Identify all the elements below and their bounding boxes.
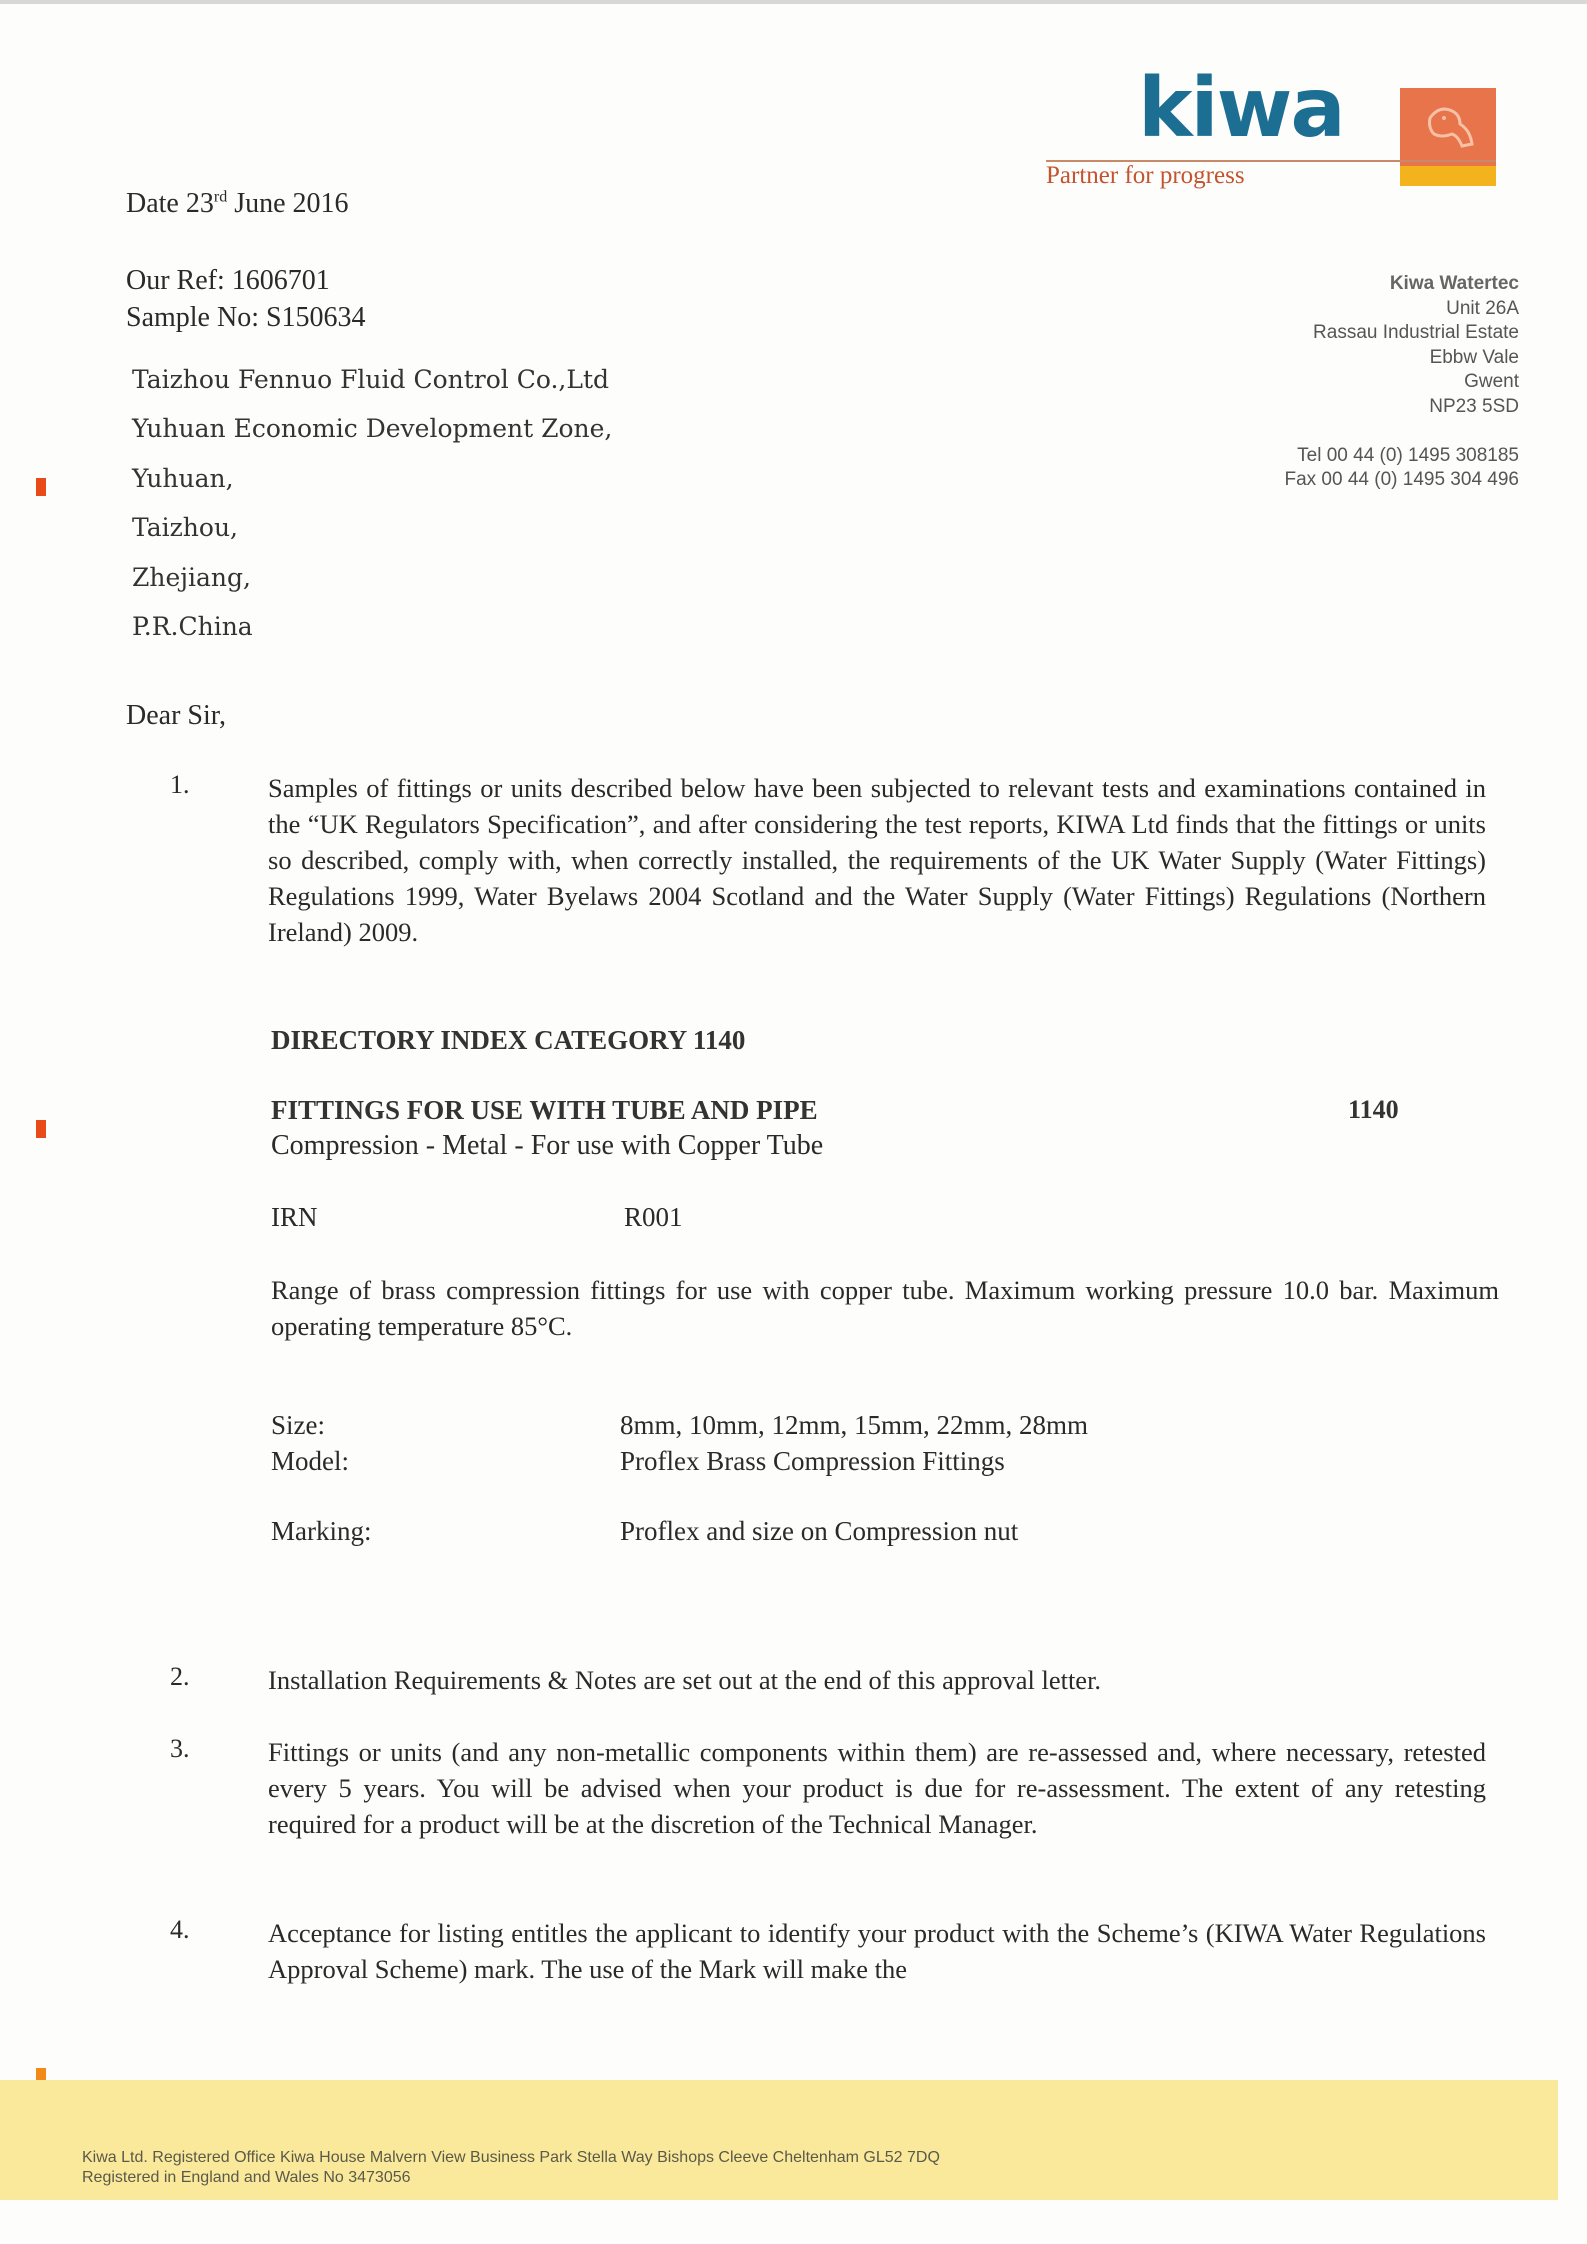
sender-contact (1284, 444, 1519, 492)
margin-mark (36, 1120, 46, 1138)
footer-line-2: Registered in England and Wales No 3473056 (82, 2169, 411, 2186)
sender-line: NP23 5SD (1429, 395, 1519, 417)
paragraph-number: 4. (170, 1915, 190, 1944)
salutation: Dear Sir, (126, 700, 226, 731)
sender-line: Ebbw Vale (1429, 346, 1519, 368)
tagline: Partner for progress (1046, 162, 1245, 189)
model-value: Proflex Brass Compression Fittings (620, 1446, 1005, 1476)
sender-line: Gwent (1464, 371, 1519, 392)
recipient-line: Yuhuan Economic Development Zone, (132, 414, 613, 444)
irn-label: IRN (271, 1202, 318, 1232)
section-heading: FITTINGS FOR USE WITH TUBE AND PIPE (271, 1095, 818, 1125)
sender-line: Rassau Industrial Estate (1313, 322, 1519, 343)
paragraph-number: 2. (170, 1662, 190, 1691)
recipient-line: Taizhou Fennuo Fluid Control Co.,Ltd (132, 365, 610, 394)
letter-date: Date 23rd June 2016 (126, 188, 349, 219)
sender-fax: Fax 00 44 (0) 1495 304 496 (1284, 469, 1519, 490)
beaver-silhouette-icon (1400, 88, 1496, 166)
section-code: 1140 (1348, 1095, 1399, 1124)
paragraph-1: Samples of fittings or units described below have been subjected to relevant tests and examinations contained in the “UK Regulators Specification”, and after considering the test reports, KIWA Ltd finds that the fittings or units so described, comply with, when correctly installed, the requirements of the UK Water Supply (Water Fittings) Regulations 1999, Water Byelaws 2004 Scotland and the Water Supply (Water Fittings) Regulations (Northern Ireland) 2009. (268, 773, 1486, 947)
logo-yellow-band (1400, 166, 1496, 186)
paragraph-3: Fittings or units (and any non-metallic components within them) are re-assessed and, where necessary, retested every 5 years. You will be advised when your product is due for re-assessment. The extent of any retesting required for a product will be at the discretion of the Technical Manager. (268, 1737, 1486, 1839)
our-ref: Our Ref: 1606701 (126, 265, 330, 296)
sample-no: Sample No: S150634 (126, 302, 366, 333)
kiwa-logo-text: kiwa (1138, 61, 1344, 156)
paragraph-2: Installation Requirements & Notes are set out at the end of this approval letter. (268, 1665, 1102, 1695)
sender-tel: Tel 00 44 (0) 1495 308185 (1297, 445, 1519, 466)
recipient-address (132, 355, 612, 651)
paragraph-4: Acceptance for listing entitles the applicant to identify your product with the Scheme’s (KIWA Water Regulations Approval Scheme) mark. The use of the Mark will make the (268, 1918, 1486, 1984)
sender-line: Unit 26A (1446, 297, 1519, 319)
recipient-line: Taizhou, (132, 513, 239, 543)
sender-address (1313, 272, 1519, 419)
directory-heading: DIRECTORY INDEX CATEGORY 1140 (271, 1025, 746, 1055)
recipient-line: Yuhuan, (132, 463, 234, 493)
marking-value: Proflex and size on Compression nut (620, 1516, 1019, 1546)
recipient-line: P.R.China (132, 612, 253, 642)
margin-mark (36, 478, 46, 496)
reference-block (126, 262, 366, 336)
size-value: 8mm, 10mm, 12mm, 15mm, 22mm, 28mm (620, 1410, 1089, 1440)
paragraph-number: 3. (170, 1734, 190, 1763)
size-label: Size: (271, 1410, 325, 1440)
page-top-edge (0, 0, 1587, 4)
section-subheading: Compression - Metal - For use with Copper Tube (271, 1130, 824, 1161)
range-description: Range of brass compression fittings for use with copper tube. Maximum working pressure 10.0 bar. Maximum operating temperature 85°C. (271, 1275, 1499, 1341)
model-label: Model: (271, 1446, 349, 1476)
footer-text (82, 2148, 940, 2188)
footer-line-1: Kiwa Ltd. Registered Office Kiwa House Malvern View Business Park Stella Way Bishops Cleeve Cheltenham GL52 7DQ (82, 2149, 940, 2166)
irn-value: R001 (624, 1202, 683, 1232)
sender-name: Kiwa Watertec (1389, 273, 1519, 294)
paragraph-number: 1. (170, 770, 190, 799)
recipient-line: Zhejiang, (132, 562, 251, 592)
marking-label: Marking: (271, 1516, 372, 1546)
